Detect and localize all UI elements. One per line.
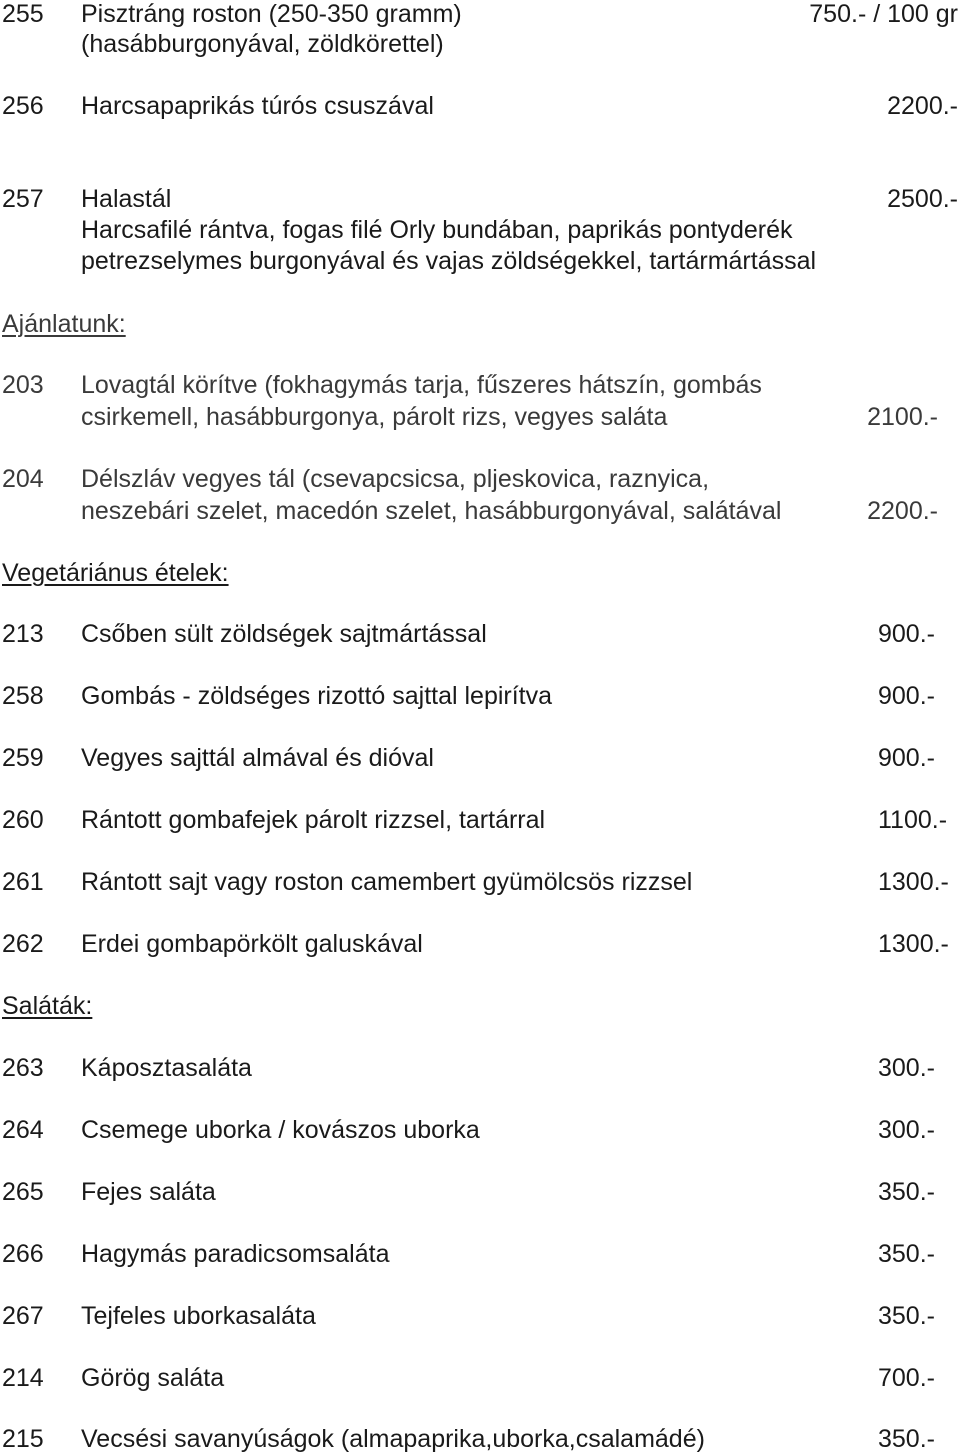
item-name: Rántott sajt vagy roston camembert gyümölcsös rizzsel — [81, 868, 693, 896]
item-name: Rántott gombafejek párolt rizzsel, tartárral — [81, 806, 546, 834]
item-price: 2200.- — [867, 497, 938, 525]
item-number: 203 — [2, 371, 44, 399]
item-name: Vecsési savanyúságok (almapaprika,uborka,csalamádé) — [81, 1425, 705, 1453]
item-number: 264 — [2, 1116, 44, 1144]
item-price: 700.- — [878, 1364, 935, 1392]
item-price: 2200.- — [887, 92, 958, 120]
item-price: 1300.- — [878, 930, 949, 958]
item-name: Gombás - zöldséges rizottó sajttal lepirítva — [81, 682, 553, 710]
item-number: 214 — [2, 1364, 44, 1392]
item-name: Erdei gombapörkölt galuskával — [81, 930, 423, 958]
item-price: 300.- — [878, 1054, 935, 1082]
item-price: 900.- — [878, 620, 935, 648]
item-description: neszebári szelet, macedón szelet, hasábburgonyával, salátával — [81, 497, 782, 525]
menu-item-214 — [0, 1361, 960, 1395]
item-price: 2100.- — [867, 403, 938, 431]
item-name: Pisztráng roston (250-350 gramm) — [81, 0, 462, 28]
section-heading-salads: Saláták: — [2, 992, 93, 1020]
item-price: 350.- — [878, 1240, 935, 1268]
item-name: Lovagtál körítve (fokhagymás tarja, fűszeres hátszín, gombás — [81, 371, 762, 399]
item-number: 260 — [2, 806, 44, 834]
item-price: 1100.- — [878, 806, 948, 834]
section-heading-recommend: Ajánlatunk: — [2, 310, 126, 338]
item-name: Tejfeles uborkasaláta — [81, 1302, 316, 1330]
item-name: Fejes saláta — [81, 1178, 216, 1206]
menu-item-263 — [0, 1051, 960, 1085]
item-name: Harcsapaprikás túrós csuszával — [81, 92, 434, 120]
menu-item-265 — [0, 1175, 960, 1209]
item-name: Görög saláta — [81, 1364, 225, 1392]
menu-item-261 — [0, 865, 960, 899]
item-number: 259 — [2, 744, 44, 772]
item-number: 266 — [2, 1240, 44, 1268]
item-name: Csőben sült zöldségek sajtmártással — [81, 620, 487, 648]
item-number: 215 — [2, 1425, 44, 1453]
item-number: 213 — [2, 620, 44, 648]
item-name: Vegyes sajttál almával és dióval — [81, 744, 434, 772]
menu-item-259 — [0, 741, 960, 775]
item-price: 750.- / 100 gr — [809, 0, 958, 28]
item-number: 257 — [2, 185, 44, 213]
item-description: Harcsafilé rántva, fogas filé Orly bundában, paprikás pontyderék — [81, 216, 793, 244]
item-number: 256 — [2, 92, 44, 120]
item-number: 263 — [2, 1054, 44, 1082]
item-number: 261 — [2, 868, 44, 896]
menu-item-257 — [0, 182, 960, 216]
item-number: 267 — [2, 1302, 44, 1330]
item-price: 2500.- — [887, 185, 958, 213]
menu-item-260 — [0, 803, 960, 837]
menu-item-266 — [0, 1237, 960, 1271]
item-number: 255 — [2, 0, 44, 28]
menu-item-264 — [0, 1113, 960, 1147]
item-price: 350.- — [878, 1302, 935, 1330]
item-description: (hasábburgonyával, zöldkörettel) — [81, 30, 444, 58]
item-name: Csemege uborka / kovászos uborka — [81, 1116, 480, 1144]
item-description: petrezselymes burgonyával és vajas zöldségekkel, tartármártással — [81, 247, 817, 275]
menu-item-262 — [0, 927, 960, 961]
menu-item-256 — [0, 89, 960, 123]
item-price: 1300.- — [878, 868, 949, 896]
item-name: Halastál — [81, 185, 172, 213]
item-price: 350.- — [878, 1178, 935, 1206]
item-price: 350.- — [878, 1425, 935, 1453]
item-number: 265 — [2, 1178, 44, 1206]
section-heading-vegetarian: Vegetáriánus ételek: — [2, 559, 229, 587]
menu-item-203 — [0, 368, 960, 402]
menu-item-203-cont — [0, 400, 960, 434]
item-number: 258 — [2, 682, 44, 710]
item-price: 900.- — [878, 682, 935, 710]
menu-item-213 — [0, 617, 960, 651]
item-name: Hagymás paradicsomsaláta — [81, 1240, 390, 1268]
item-name: Délszláv vegyes tál (csevapcsicsa, pljeskovica, raznyica, — [81, 465, 710, 493]
menu-item-204-cont — [0, 494, 960, 528]
item-number: 204 — [2, 465, 44, 493]
item-name: Káposztasaláta — [81, 1054, 252, 1082]
item-price: 300.- — [878, 1116, 935, 1144]
menu-item-204 — [0, 462, 960, 496]
menu-item-215 — [0, 1422, 960, 1456]
item-description: csirkemell, hasábburgonya, párolt rizs, vegyes saláta — [81, 403, 668, 431]
menu-item-258 — [0, 679, 960, 713]
menu-item-267 — [0, 1299, 960, 1333]
item-number: 262 — [2, 930, 44, 958]
item-price: 900.- — [878, 744, 935, 772]
